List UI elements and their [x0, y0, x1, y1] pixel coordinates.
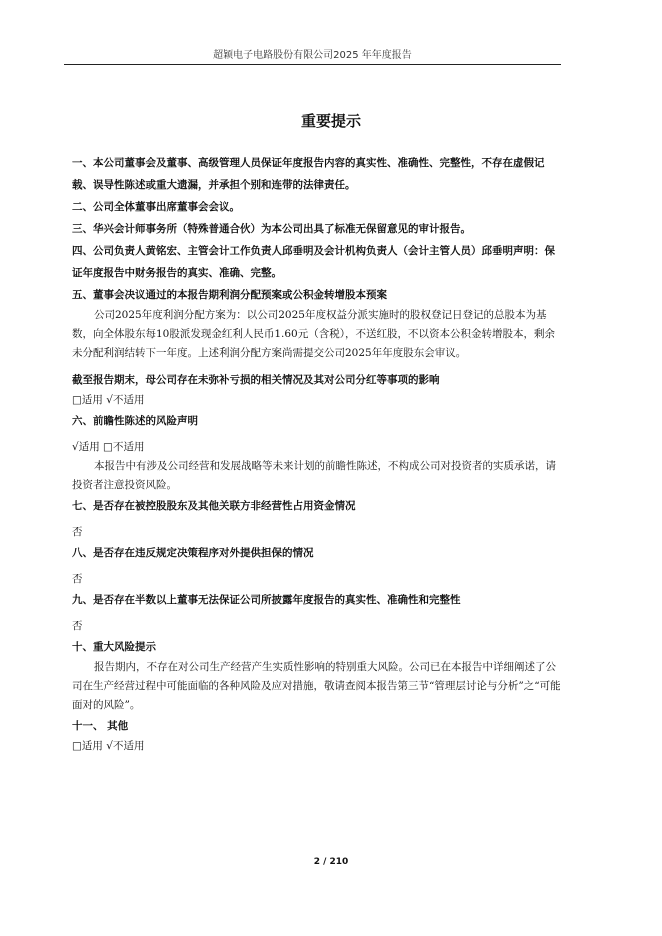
deficit-heading: 截至报告期末，母公司存在未弥补亏损的相关情况及其对公司分红等事项的影响: [72, 374, 440, 386]
running-header: 超颖电子电路股份有限公司2025 年年度报告: [213, 50, 412, 61]
item-4: 四、公司负责人黄铭宏、主管会计工作负责人邱垂明及会计机构负责人（会计主管人员）邱垂明声明：保证年度报告中财务报告的真实、准确、完整。: [72, 245, 555, 279]
item-11-status: □适用 √不适用: [72, 740, 145, 752]
page-title: 重要提示: [300, 112, 361, 130]
item-10-body: 报告期内，不存在对公司生产经营产生实质性影响的特别重大风险。公司已在本报告中详细阐述了公司在生产经营过程中可能面临的各种风险及应对措施，敬请查阅本报告第三节“管理层讨论与分析”之“可能面对的风险”。: [72, 661, 561, 711]
item-9-heading: 九、是否存在半数以上董事无法保证公司所披露年度报告的真实性、准确性和完整性: [72, 594, 461, 606]
item-8-answer: 否: [72, 573, 83, 585]
item-11-heading: 十一、 其他: [72, 720, 129, 732]
item-6-body: 本报告中有涉及公司经营和发展战略等未来计划的前瞻性陈述，不构成公司对投资者的实质承诺，请投资者注意投资风险。: [72, 460, 556, 491]
item-7-answer: 否: [72, 526, 83, 538]
item-2: 二、公司全体董事出席董事会会议。: [72, 201, 240, 213]
item-10-heading: 十、重大风险提示: [72, 641, 156, 653]
item-6-heading: 六、前瞻性陈述的风险声明: [72, 415, 198, 427]
item-7-heading: 七、是否存在被控股股东及其他关联方非经营性占用资金情况: [72, 500, 356, 512]
item-3: 三、华兴会计师事务所（特殊普通合伙）为本公司出具了标准无保留意见的审计报告。: [72, 223, 471, 235]
header-rule: [64, 64, 561, 65]
item-9-answer: 否: [72, 620, 83, 632]
deficit-status: □适用 √不适用: [72, 394, 145, 406]
item-1: 一、本公司董事会及董事、高级管理人员保证年度报告内容的真实性、准确性、完整性，不存在虚假记载、误导性陈述或重大遗漏，并承担个别和连带的法律责任。: [72, 157, 545, 191]
notice-content: [72, 152, 562, 756]
page-number: 2 / 210: [313, 857, 349, 867]
item-8-heading: 八、是否存在违反规定决策程序对外提供担保的情况: [72, 547, 314, 559]
item-5-heading: 五、董事会决议通过的本报告期利润分配预案或公积金转增股本预案: [72, 289, 387, 301]
item-5-body: 公司2025年度利润分配方案为：以公司2025年度权益分派实施时的股权登记日登记的总股本为基数，向全体股东每10股派发现金红利人民币1.60元（含税），不送红股，不以资本公积金转增股本，剩余未分配利润结转下一年度。上述利润分配方案尚需提交公司2025年年度股东会审议。: [72, 309, 555, 359]
item-6-status: √适用 □不适用: [72, 441, 145, 453]
